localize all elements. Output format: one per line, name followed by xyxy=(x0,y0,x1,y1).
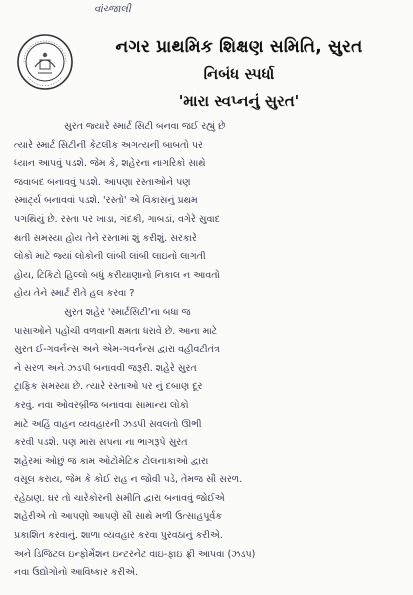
essay-paragraph-1 xyxy=(14,118,404,304)
essay-title: 'મારા સ્વપ્નનું સુરત' xyxy=(178,92,300,110)
essay-line: પગથિયું છે. રસ્તા પર ખાડા, ગંદકી, ગાબડાં, વગેરે સુવાદ xyxy=(14,213,221,225)
essay-line: અને ડિજિટલ ઇન્ફોર્મેશન ઇન્ટરનેટ વાઇ-ફાઇ ફ્રી આપવા (ઝડપ) xyxy=(14,548,256,560)
essay-line: હોય તેને સ્માર્ટ રીતે હલ કરવા ? xyxy=(14,288,135,300)
essay-line: થતી સમસ્યા હોય તેને રસ્તામાં શું કરીશું. સરકારે xyxy=(14,232,197,244)
competition-name: નિબંધ સ્પર્ધા xyxy=(203,65,275,83)
seal-logo-icon xyxy=(16,33,74,91)
essay-line: પ્રકાશિત કરવાનું. શાળા વ્યવહાર કરવા પુરવઠાનું કરીએ. xyxy=(14,530,223,542)
essay-line: સુરત જ્યારે સ્માર્ટ સિટી બનવા જઈ રહ્યું છે xyxy=(64,121,226,132)
essay-line: પાસાઓને પહોંચી વળવાની ક્ષમતા ધરાવે છે. આના માટે xyxy=(14,325,218,337)
essay-line: ટ્રાફિક સમસ્યા છે. ત્યારે રસ્તાઓ પર નું દબાણ દૂર xyxy=(14,381,203,393)
essay-line: વસૂલ કરાય, જેમ કે કોઈ રાહ ન જોવી પડે, તેમજ સૌ સરળ. xyxy=(14,474,243,486)
essay-line: હોય, ટિકિટો હિલ્લો બધું કરીયાણાનો નિકાલ ન આવતો xyxy=(14,269,220,281)
essay-line: કરવું. નવા ઓવરબ્રીજ બનાવવા સામાન્ય લોકો xyxy=(14,399,189,411)
essay-line: ધ્યાન આપવું પડશે. જેમ કે, શહેરના નાગરિકો સાથે xyxy=(14,158,206,170)
essay-heading xyxy=(74,36,404,111)
essay-body xyxy=(14,118,404,583)
essay-line: ત્યારે સ્માર્ટ સિટીની કેટલીક અગત્યની બાબતો પર xyxy=(14,139,203,151)
essay-line: જવાબદ બનાવવું પડશે. આપણા રસ્તાઓને પણ xyxy=(14,176,191,188)
essay-line: સુરત શહેર 'સ્માર્ટસિટી'ના બધા જ xyxy=(64,306,191,318)
essay-line: સ્માર્ટ્ય બનાવવાં પડશે. 'રસ્તો' એ વિકાસનું પ્રથમ xyxy=(14,195,198,207)
essay-line: રહેઠાણ. ઘર તો ચારેકોરની સમીતિ દ્વારા બનાવવું જોઈએ xyxy=(14,492,225,504)
top-note: વાંચ્જાલી xyxy=(94,4,131,15)
organization-name: નગર પ્રાથમિક શિક્ષણ સમિતિ, સુરત xyxy=(115,37,363,57)
essay-line: નવા ઉદ્યોગોનો આવિષ્કાર કરીએ. xyxy=(14,567,139,579)
essay-line: માટે અહિં વાહન વ્યવહારની ઝડપી સવલતો ઊભી xyxy=(14,418,202,430)
essay-line: ને સરળ અને ઝડપી બનાવવી જરૂરી. શહેરે સુરત xyxy=(14,362,197,374)
essay-line: લોકો માટે જ્યાં લોકોની લાંબી લાંબી લાઇનો લાગતી xyxy=(14,251,206,263)
essay-line: કરવી પડશે. પણ મારા સપના ના ભાગરૂપે સુરત xyxy=(14,437,188,449)
essay-line: શહેરીએ તો આપણો આપણે સૌ સાથે મળી ઉત્સાહપૂર્વક xyxy=(14,511,222,523)
essay-paragraph-2 xyxy=(14,304,404,583)
essay-line: શહેરમાં ઓછું જ કામ ઓટોમેટિક ટોલનાકાઓ દ્વારા xyxy=(14,455,209,467)
essay-line: સુરત ઈ-ગવર્નન્સ અને એમ-ગવર્નન્સ દ્વારા વહીવટીતંત્ર xyxy=(14,344,220,356)
